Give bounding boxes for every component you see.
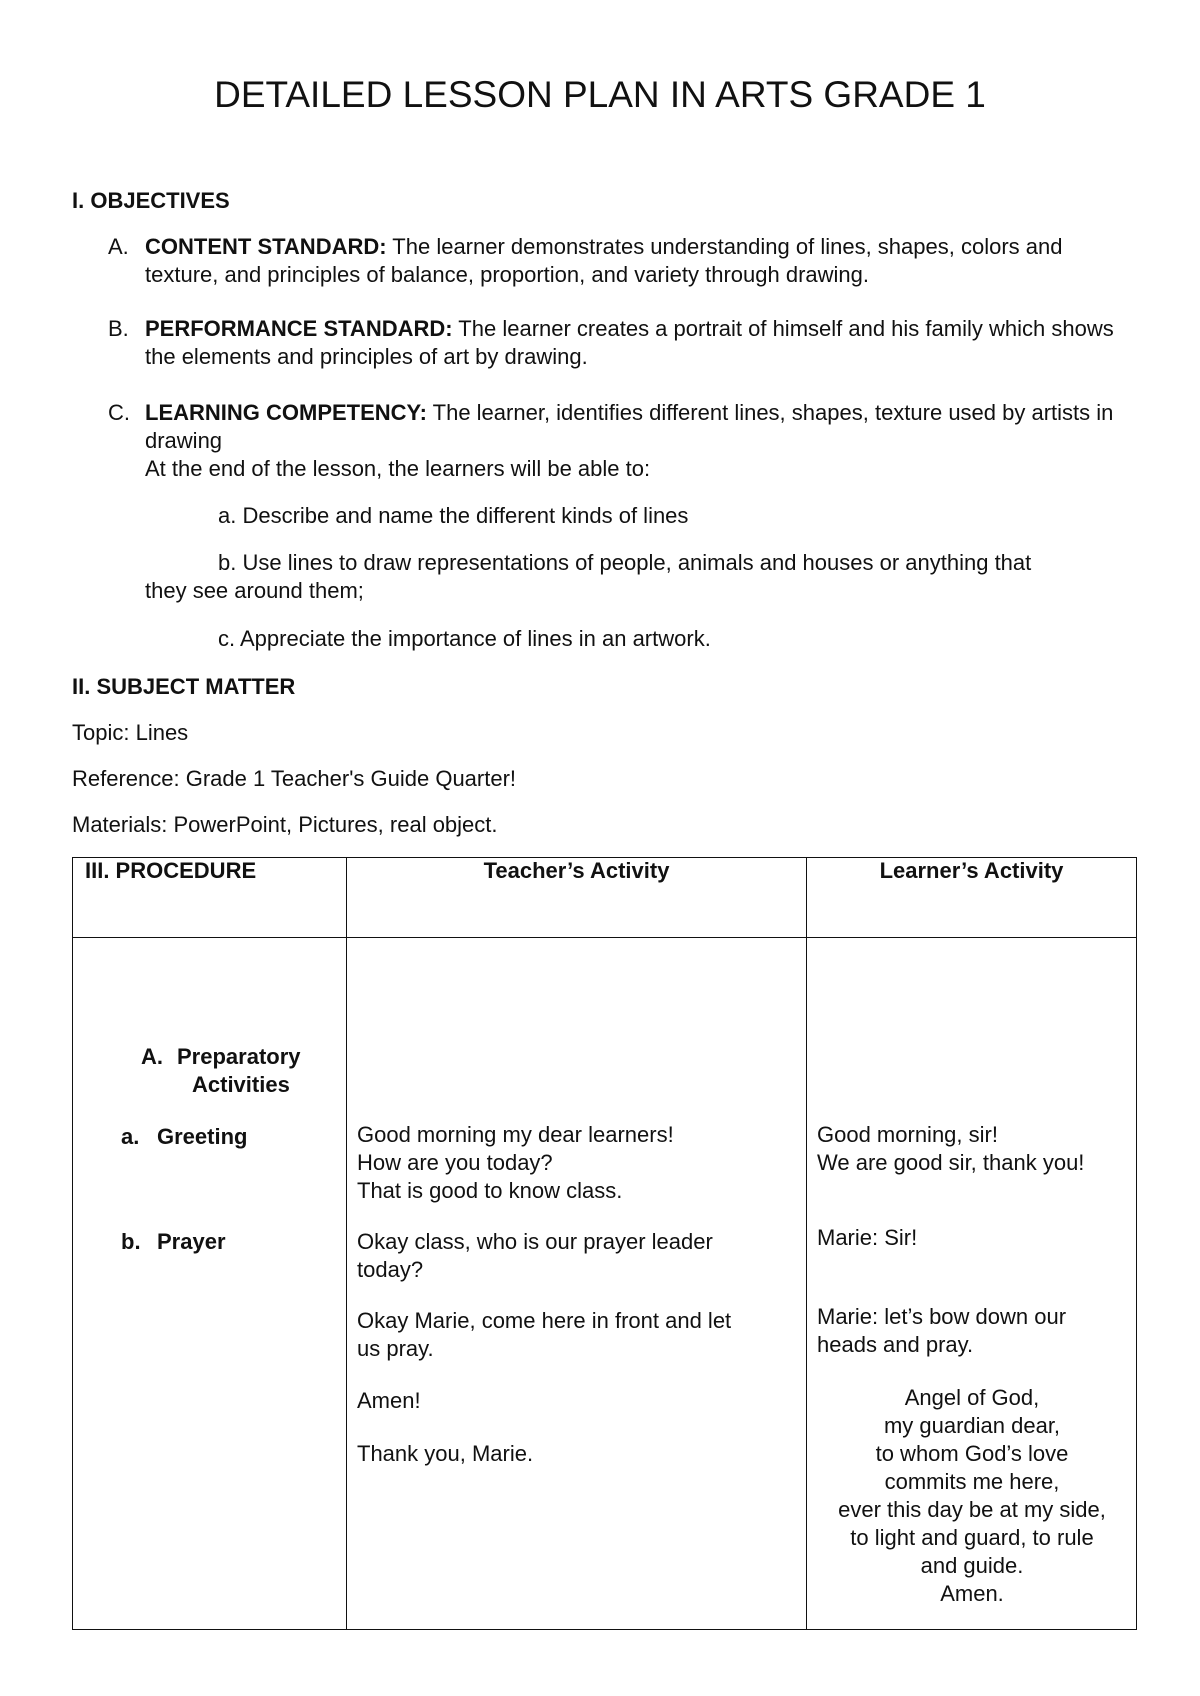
prayer-poem-line-4: commits me here, (884, 1469, 1060, 1494)
reference-line: Reference: Grade 1 Teacher's Guide Quarter! (72, 766, 517, 791)
teacher-prayer-line-4: Thank you, Marie. (357, 1441, 534, 1466)
materials-line: Materials: PowerPoint, Pictures, real object. (72, 812, 498, 837)
procedure-column-header: III. PROCEDURE (73, 858, 347, 938)
learner-prayer-line-1: Marie: Sir! (817, 1225, 918, 1250)
prayer-poem-line-7: and guide. (920, 1553, 1024, 1578)
topic-line: Topic: Lines (72, 720, 189, 745)
prayer-poem-line-6: to light and guard, to rule (850, 1525, 1094, 1550)
procedure-table-header-row (73, 858, 1137, 938)
preparatory-activities-label-line2: Activities (192, 1072, 290, 1097)
learning-competency (108, 399, 1138, 483)
teacher-greeting-line-3: That is good to know class. (357, 1178, 623, 1203)
learner-greeting-line-1: Good morning, sir! (817, 1122, 998, 1147)
preparatory-activities-label-line1: Preparatory (177, 1044, 301, 1069)
learning-competency-intro: At the end of the lesson, the learners will be able to: (145, 456, 651, 481)
prayer-poem-line-2: my guardian dear, (883, 1413, 1061, 1438)
objective-item-b: b. Use lines to draw representations of people, animals and houses or anything that (218, 550, 1032, 575)
teacher-activity-column-header: Teacher’s Activity (347, 858, 807, 938)
procedure-table (72, 857, 1137, 1630)
teacher-greeting-line-2: How are you today? (357, 1150, 553, 1175)
learner-prayer-line-2a: Marie: let’s bow down our (817, 1304, 1067, 1329)
performance-standard (108, 315, 1138, 371)
content-standard-label: CONTENT STANDARD: (145, 234, 387, 259)
greeting-label: Greeting (157, 1124, 248, 1149)
teacher-prayer-line-3: Amen! (357, 1388, 421, 1413)
learner-activity-cell (807, 938, 1137, 1630)
teacher-greeting-line-1: Good morning my dear learners! (357, 1122, 674, 1147)
performance-standard-letter: B. (108, 316, 129, 341)
learner-prayer-line-2b: heads and pray. (817, 1332, 974, 1357)
teacher-prayer-line-2b: us pray. (357, 1336, 434, 1361)
performance-standard-text: The learner creates a portrait of himself and his family which shows the elements and principles of art by drawing. (145, 316, 1114, 369)
teacher-prayer-line-1b: today? (357, 1257, 424, 1282)
teacher-activity-cell (347, 938, 807, 1630)
prayer-label: Prayer (157, 1229, 226, 1254)
subject-matter-heading: II. SUBJECT MATTER (72, 674, 296, 699)
procedure-cell (73, 938, 347, 1630)
greeting-letter: a. (121, 1124, 140, 1149)
prayer-poem-line-8: Amen. (940, 1581, 1004, 1606)
teacher-prayer-line-2a: Okay Marie, come here in front and let (357, 1308, 732, 1333)
prayer-poem-line-3: to whom God’s love (875, 1441, 1069, 1466)
learning-competency-text: The learner, identifies different lines, shapes, texture used by artists in drawing (145, 400, 1114, 453)
objectives-heading: I. OBJECTIVES (72, 188, 230, 213)
learner-activity-column-header: Learner’s Activity (807, 858, 1137, 938)
teacher-prayer-line-1a: Okay class, who is our prayer leader (357, 1229, 713, 1254)
performance-standard-label: PERFORMANCE STANDARD: (145, 316, 453, 341)
content-standard-text: The learner demonstrates understanding of lines, shapes, colors and texture, and principles of balance, proportion, and variety through drawing. (145, 234, 1063, 287)
objective-item-c: c. Appreciate the importance of lines in an artwork. (218, 626, 711, 651)
objective-item-b-continued: they see around them; (145, 578, 364, 603)
preparatory-letter: A. (141, 1044, 163, 1069)
procedure-table-row (73, 938, 1137, 1630)
content-standard-letter: A. (108, 234, 129, 259)
learner-greeting-line-2: We are good sir, thank you! (817, 1150, 1085, 1175)
prayer-poem-line-5: ever this day be at my side, (838, 1497, 1106, 1522)
learning-competency-letter: C. (108, 400, 130, 425)
objective-item-a: a. Describe and name the different kinds of lines (218, 503, 689, 528)
prayer-poem-line-1: Angel of God, (904, 1385, 1040, 1410)
learning-competency-label: LEARNING COMPETENCY: (145, 400, 427, 425)
content-standard (108, 233, 1138, 289)
prayer-letter: b. (121, 1229, 141, 1254)
document-title: DETAILED LESSON PLAN IN ARTS GRADE 1 (214, 74, 986, 115)
